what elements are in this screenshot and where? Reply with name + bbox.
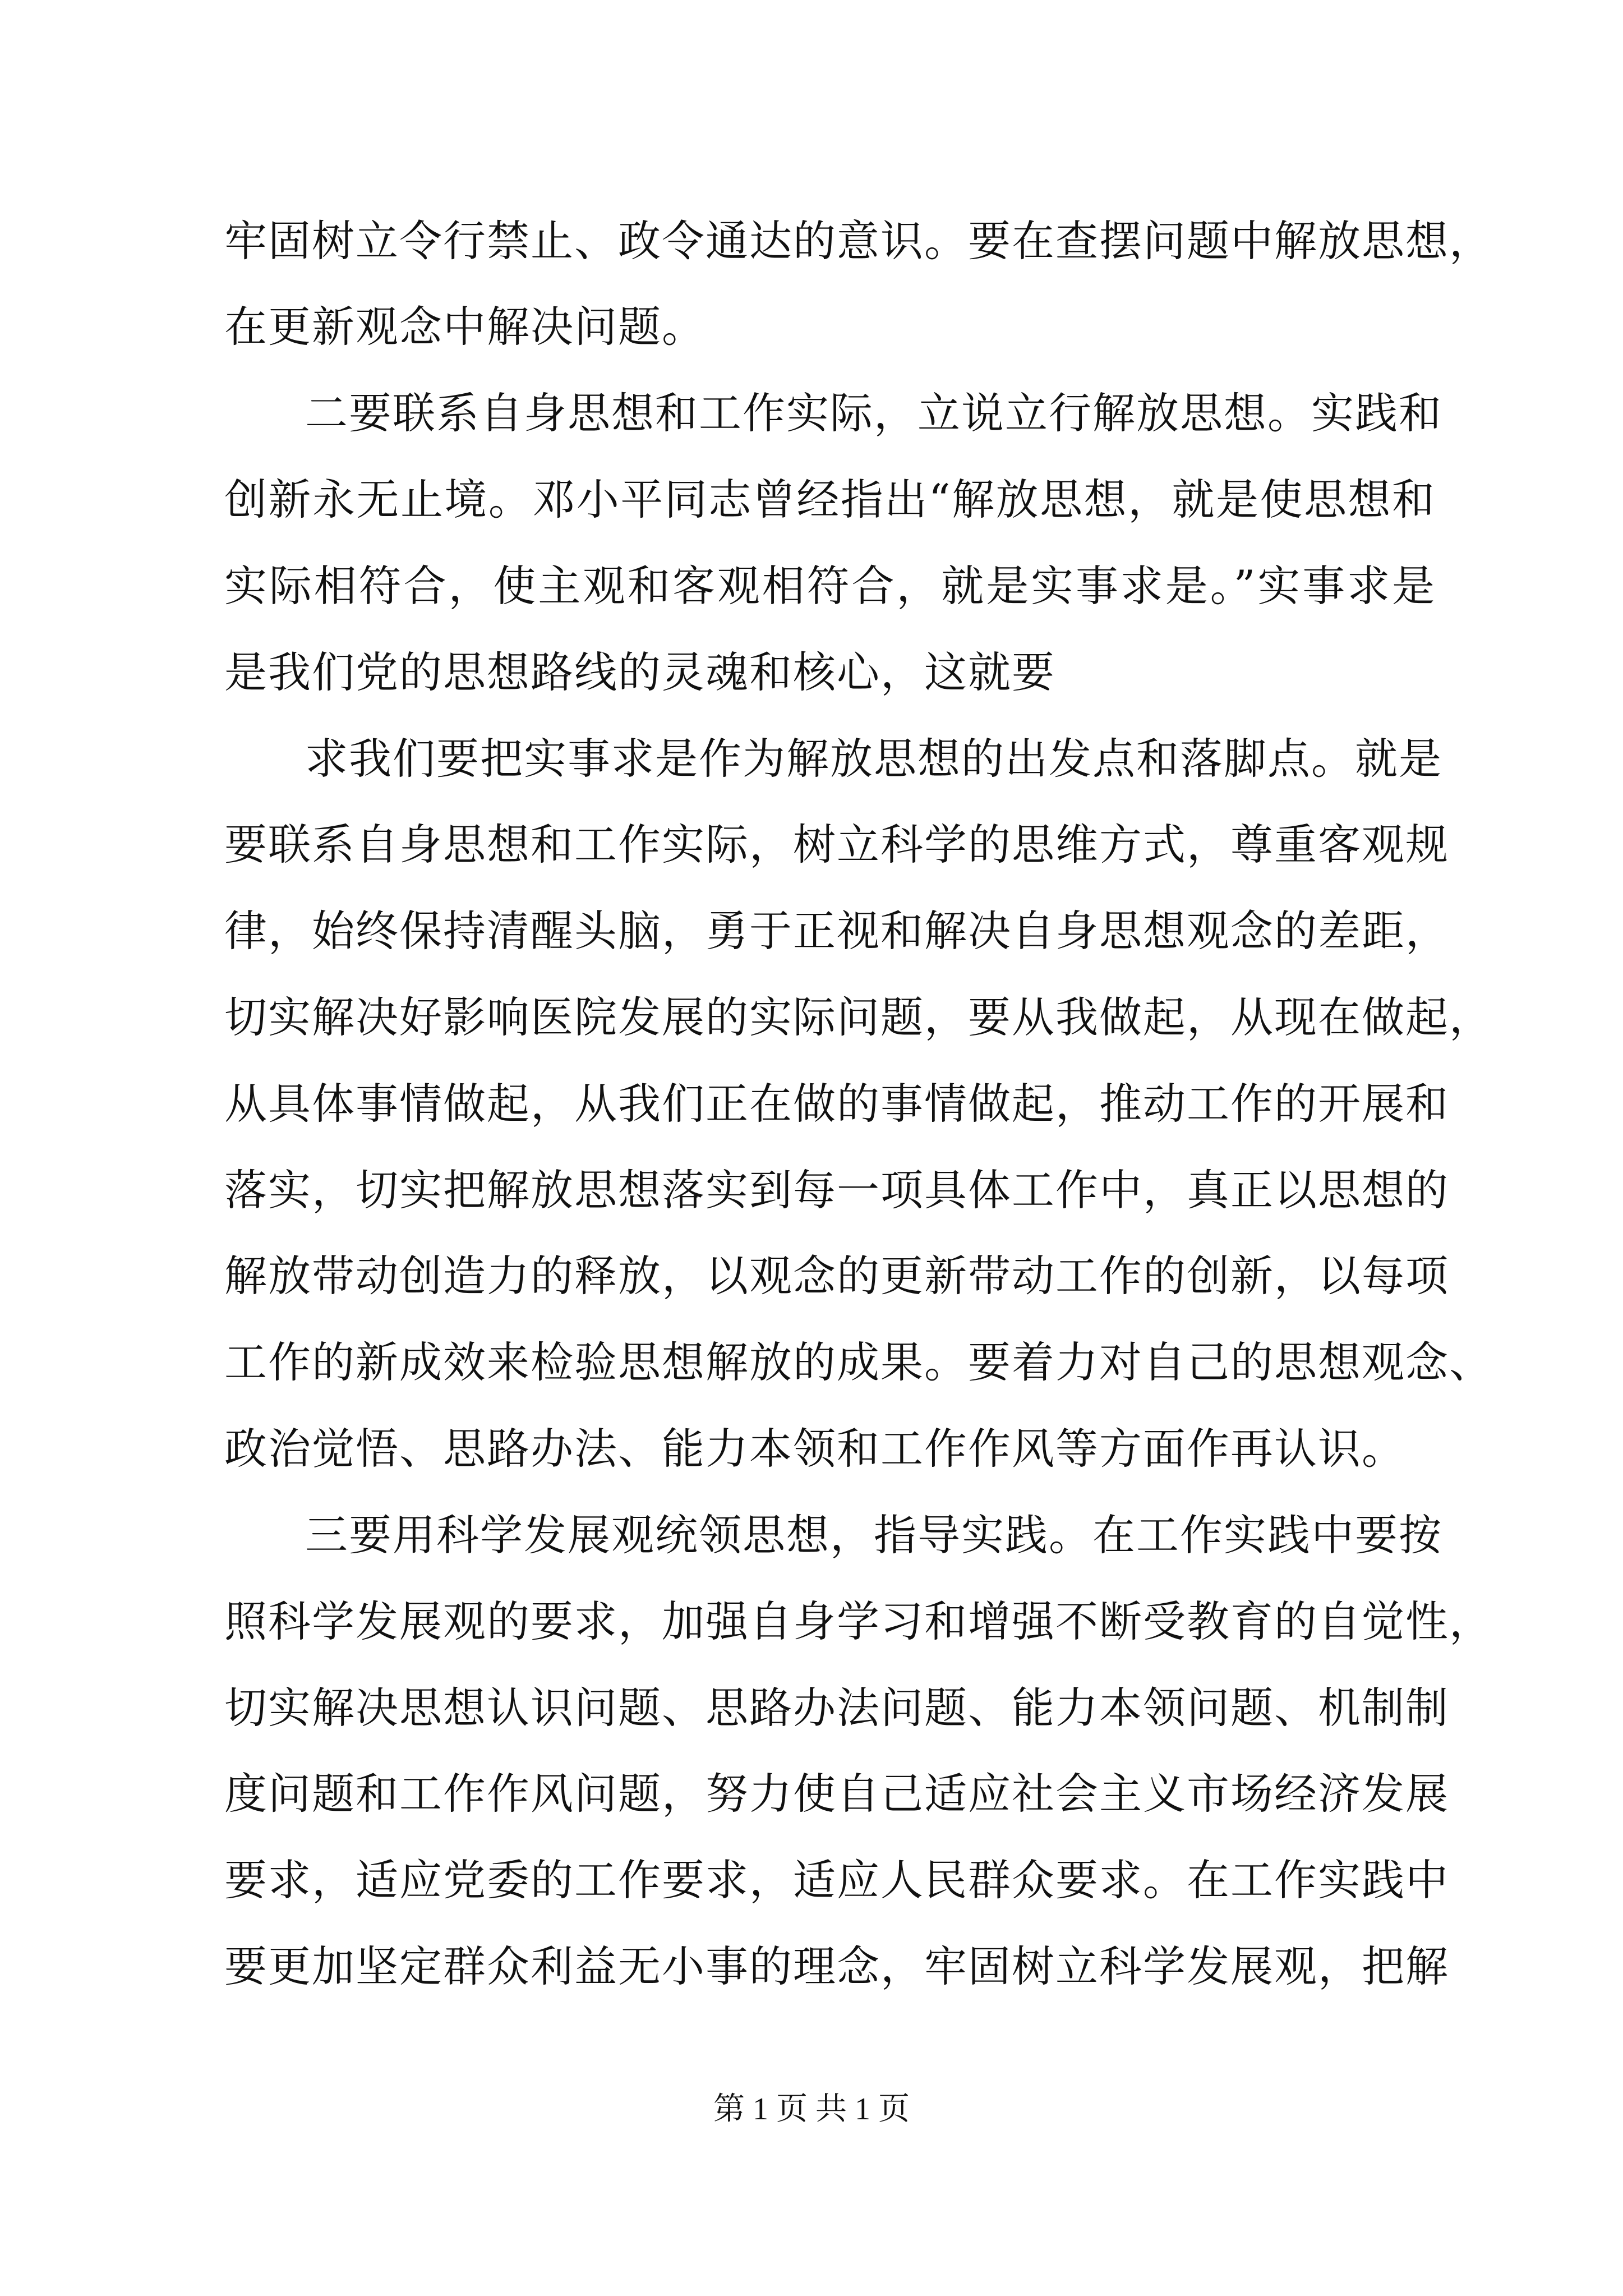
text-line: 从具体事情做起，从我们正在做的事情做起，推动工作的开展和 (224, 1079, 1449, 1129)
text-line: 牢固树立令行禁止、政令通达的意识。要在查摆问题中解放思想， (224, 216, 1493, 266)
paragraph-start-line: 三要用科学发展观统领思想，指导实践。在工作实践中要按 (305, 1510, 1442, 1560)
text-line: 要求，适应党委的工作要求，适应人民群众要求。在工作实践中 (224, 1855, 1449, 1905)
text-line: 要联系自身思想和工作实际，树立科学的思维方式，尊重客观规 (224, 820, 1449, 869)
paragraph-start-line: 二要联系自身思想和工作实际，立说立行解放思想。实践和 (305, 388, 1442, 438)
text-line: 政治觉悟、思路办法、能力本领和工作作风等方面作再认识。 (224, 1424, 1405, 1474)
text-line: 切实解决思想认识问题、思路办法问题、能力本领问题、机制制 (224, 1683, 1449, 1733)
text-line: 在更新观念中解决问题。 (224, 302, 706, 352)
text-line: 要更加坚定群众利益无小事的理念，牢固树立科学发展观，把解 (224, 1941, 1449, 1991)
text-line: 解放带动创造力的释放，以观念的更新带动工作的创新，以每项 (224, 1251, 1449, 1301)
text-line: 落实，切实把解放思想落实到每一项具体工作中，真正以思想的 (224, 1165, 1449, 1215)
text-line: 实际相符合，使主观和客观相符合，就是实事求是。”实事求是 (224, 561, 1436, 611)
text-line: 度问题和工作作风问题，努力使自己适应社会主义市场经济发展 (224, 1769, 1449, 1819)
text-line: 律，始终保持清醒头脑，勇于正视和解决自身思想观念的差距， (224, 906, 1449, 956)
text-line: 切实解决好影响医院发展的实际问题，要从我做起，从现在做起， (224, 992, 1493, 1042)
text-line: 照科学发展观的要求，加强自身学习和增强不断受教育的自觉性， (224, 1596, 1493, 1646)
text-line: 创新永无止境。邓小平同志曾经指出“解放思想，就是使思想和 (224, 475, 1436, 524)
page-footer: 第 1 页 共 1 页 (713, 2092, 910, 2127)
paragraph-start-line: 求我们要把实事求是作为解放思想的出发点和落脚点。就是 (305, 734, 1442, 784)
text-line: 是我们党的思想路线的灵魂和核心，这就要 (224, 647, 1055, 697)
text-line: 工作的新成效来检验思想解放的成果。要着力对自己的思想观念、 (224, 1337, 1493, 1387)
